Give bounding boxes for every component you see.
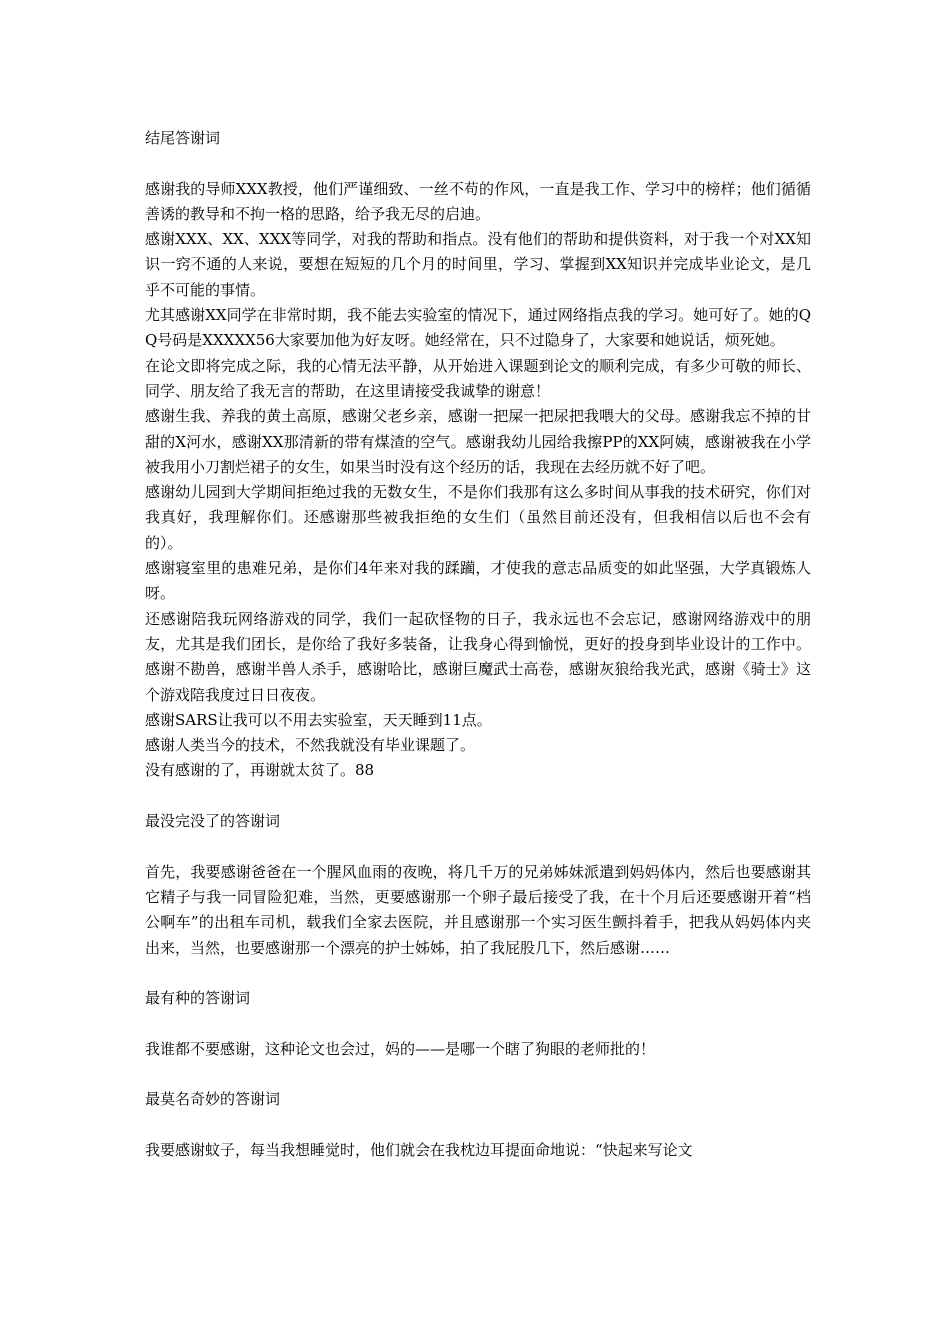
paragraph: 在论文即将完成之际，我的心情无法平静，从开始进入课题到论文的顺利完成，有多少可敬的师长、同学、朋友给了我无言的帮助，在这里请接受我诚挚的谢意！	[145, 356, 811, 400]
blank-line	[145, 151, 811, 176]
section-heading: 最有种的答谢词	[145, 989, 251, 1008]
paragraph: 我谁都不要感谢，这种论文也会过，妈的——是哪一个瞎了狗眼的老师批的！	[145, 1039, 656, 1058]
blank-line	[145, 1113, 811, 1138]
section-closing-acknowledgement	[145, 126, 811, 784]
blank-line	[145, 1011, 811, 1036]
paragraph: 感谢我的导师XXX教授，他们严谨细致、一丝不苟的作风，一直是我工作、学习中的榜样；他们循循善诱的教导和不拘一格的思路，给予我无尽的启迪。	[145, 179, 811, 223]
blank-line	[145, 834, 811, 859]
paragraph: 感谢寝室里的患难兄弟，是你们4年来对我的蹂躏，才使我的意志品质变的如此坚强，大学真锻炼人呀。	[145, 559, 811, 603]
paragraph: 感谢人类当今的技术，不然我就没有毕业课题了。	[145, 736, 476, 755]
paragraph: 还感谢陪我玩网络游戏的同学，我们一起砍怪物的日子，我永远也不会忘记，感谢网络游戏中的朋友，尤其是我们团长，是你给了我好多装备，让我身心得到愉悦，更好的投身到毕业设计的工作中。感谢不勘兽，感谢半兽人杀手，感谢哈比，感谢巨魔武士高卷，感谢灰狼给我光武，感谢《骑士》这个游戏陪我度过日日夜夜。	[145, 609, 811, 704]
paragraph: 首先，我要感谢爸爸在一个腥风血雨的夜晚，将几千万的兄弟姊妹派遣到妈妈体内，然后也要感谢其它精子与我一同冒险犯难，当然，更要感谢那一个卵子最后接受了我，在十个月后还要感谢开着“档公啊车”的出租车司机，载我们全家去医院，并且感谢那一个实习医生颤抖着手，把我从妈妈体内夹出来，当然，也要感谢那一个漂亮的护士姊姊，拍了我屁股几下，然后感谢……	[145, 862, 811, 957]
section-heading: 结尾答谢词	[145, 129, 221, 147]
section-strange-acknowledgement	[145, 1087, 811, 1163]
blank-line	[145, 961, 811, 986]
section-heading: 最没完没了的答谢词	[145, 812, 281, 831]
paragraph: 感谢XXX、XX、XXX等同学，对我的帮助和指点。没有他们的帮助和提供资料，对于我一个对XX知识一窍不通的人来说，要想在短短的几个月的时间里，学习、掌握到XX知识并完成毕业论文，是几乎不可能的事情。	[145, 230, 811, 299]
section-heading: 最莫名奇妙的答谢词	[145, 1090, 281, 1109]
blank-line	[145, 1062, 811, 1087]
paragraph: 感谢生我、养我的黄土高原，感谢父老乡亲，感谢一把屎一把尿把我喂大的父母。感谢我忘不掉的甘甜的X河水，感谢XX那清新的带有煤渣的空气。感谢我幼儿园给我擦PP的XX阿姨，感谢被我在小学被我用小刀割烂裙子的女生，如果当时没有这个经历的话，我现在去经历就不好了吧。	[145, 407, 811, 476]
document-body	[145, 126, 811, 1163]
paragraph: 感谢SARS让我可以不用去实验室，天天睡到11点。	[145, 710, 492, 729]
paragraph: 尤其感谢XX同学在非常时期，我不能去实验室的情况下，通过网络指点我的学习。她可好了。她的QQ号码是XXXXX56大家要加他为好友呀。她经常在，只不过隐身了，大家要和她说话，烦死她。	[145, 306, 811, 350]
blank-line	[145, 784, 811, 809]
section-endless-acknowledgement	[145, 809, 811, 961]
paragraph: 感谢幼儿园到大学期间拒绝过我的无数女生，不是你们我那有这么多时间从事我的技术研究，你们对我真好，我理解你们。还感谢那些被我拒绝的女生们（虽然目前还没有，但我相信以后也不会有的）。	[145, 483, 811, 552]
paragraph: 没有感谢的了，再谢就太贫了。88	[145, 761, 375, 780]
section-bold-acknowledgement	[145, 986, 811, 1062]
paragraph: 我要感谢蚊子，每当我想睡觉时，他们就会在我枕边耳提面命地说：“快起来写论文	[145, 1140, 693, 1159]
